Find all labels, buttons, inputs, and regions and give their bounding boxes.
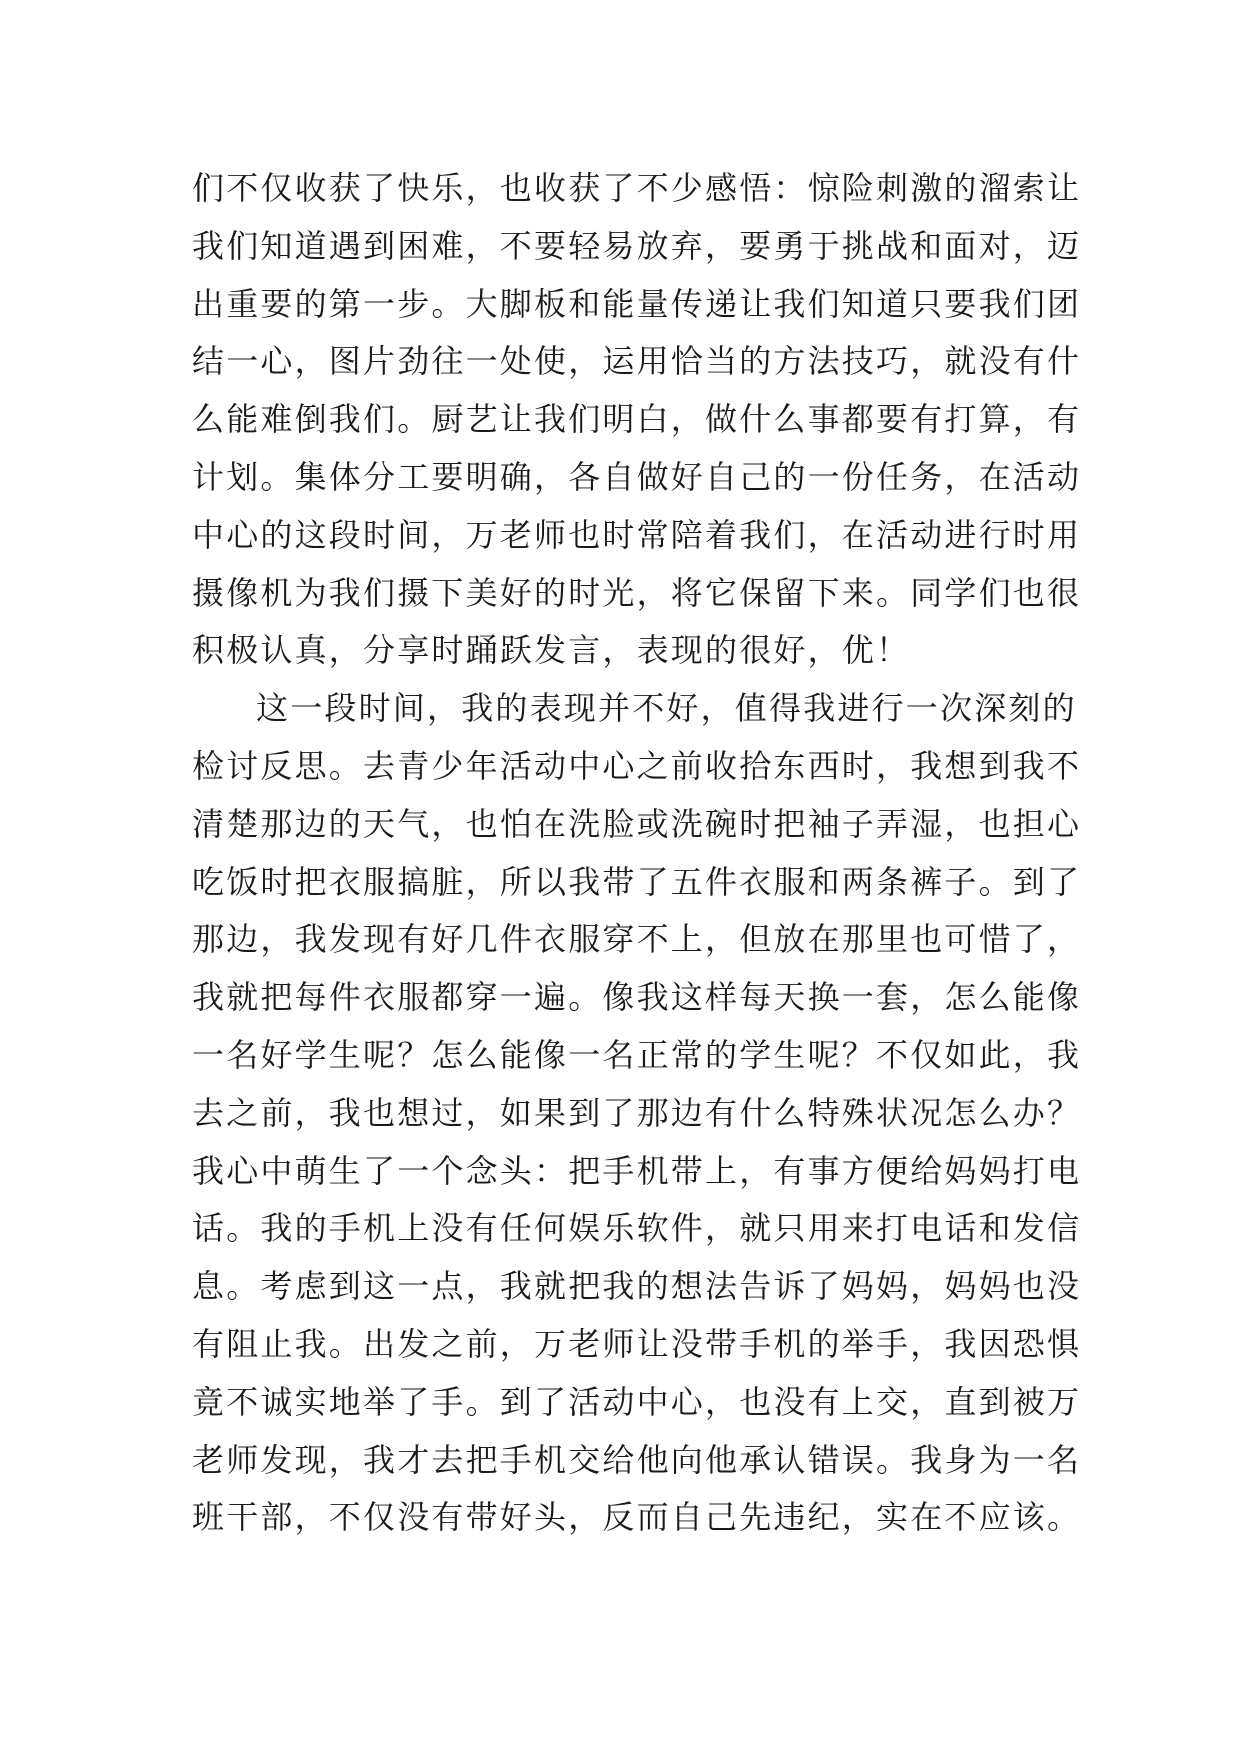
text-line: 去之前，我也想过，如果到了那边有什么特殊状况怎么办？ (192, 1093, 1082, 1132)
text-line: 息。考虑到这一点，我就把我的想法告诉了妈妈，妈妈也没 (192, 1267, 1082, 1306)
text-line: 我心中萌生了一个念头：把手机带上，有事方便给妈妈打电 (192, 1151, 1082, 1190)
text-line: 么能难倒我们。厨艺让我们明白，做什么事都要有打算，有 (192, 400, 1082, 439)
text-line: 有阻止我。出发之前，万老师让没带手机的举手，我因恐惧 (192, 1324, 1082, 1363)
text-line: 计划。集体分工要明确，各自做好自己的一份任务，在活动 (192, 457, 1082, 496)
text-line: 出重要的第一步。大脚板和能量传递让我们知道只要我们团 (192, 284, 1082, 323)
text-line: 一名好学生呢？怎么能像一名正常的学生呢？不仅如此，我 (192, 1035, 1082, 1074)
text-line: 那边，我发现有好几件衣服穿不上，但放在那里也可惜了， (192, 920, 1082, 959)
text-line: 我就把每件衣服都穿一遍。像我这样每天换一套，怎么能像 (192, 978, 1082, 1017)
body-text (192, 160, 1082, 1605)
paragraph-1 (192, 160, 1082, 680)
text-line: 检讨反思。去青少年活动中心之前收拾东西时，我想到我不 (192, 746, 1082, 785)
text-line: 摄像机为我们摄下美好的时光，将它保留下来。同学们也很 (192, 573, 1082, 612)
text-line: 中心的这段时间，万老师也时常陪着我们，在活动进行时用 (192, 515, 1082, 554)
text-line: 吃饭时把衣服搞脏，所以我带了五件衣服和两条裤子。到了 (192, 862, 1082, 901)
text-line: 积极认真，分享时踊跃发言，表现的很好，优！ (192, 631, 911, 670)
paragraph-2 (192, 680, 1082, 1605)
text-line: 结一心，图片劲往一处使，运用恰当的方法技巧，就没有什 (192, 342, 1082, 381)
text-line: 老师发现，我才去把手机交给他向他承认错误。我身为一名 (192, 1440, 1082, 1479)
text-line-first-indented: 这一段时间，我的表现并不好，值得我进行一次深刻的 (256, 689, 1077, 728)
text-line: 清楚那边的天气，也怕在洗脸或洗碗时把袖子弄湿，也担心 (192, 804, 1082, 843)
text-line: 我们知道遇到困难，不要轻易放弃，要勇于挑战和面对，迈 (192, 226, 1082, 265)
text-line: 班干部，不仅没有带好头，反而自己先违纪，实在不应该。 (192, 1498, 1082, 1537)
text-line: 们不仅收获了快乐，也收获了不少感悟：惊险刺激的溜索让 (192, 169, 1082, 207)
text-line: 竟不诚实地举了手。到了活动中心，也没有上交，直到被万 (192, 1382, 1082, 1421)
text-line (192, 1547, 1072, 1605)
text-line: 话。我的手机上没有任何娱乐软件，就只用来打电话和发信 (192, 1209, 1082, 1248)
